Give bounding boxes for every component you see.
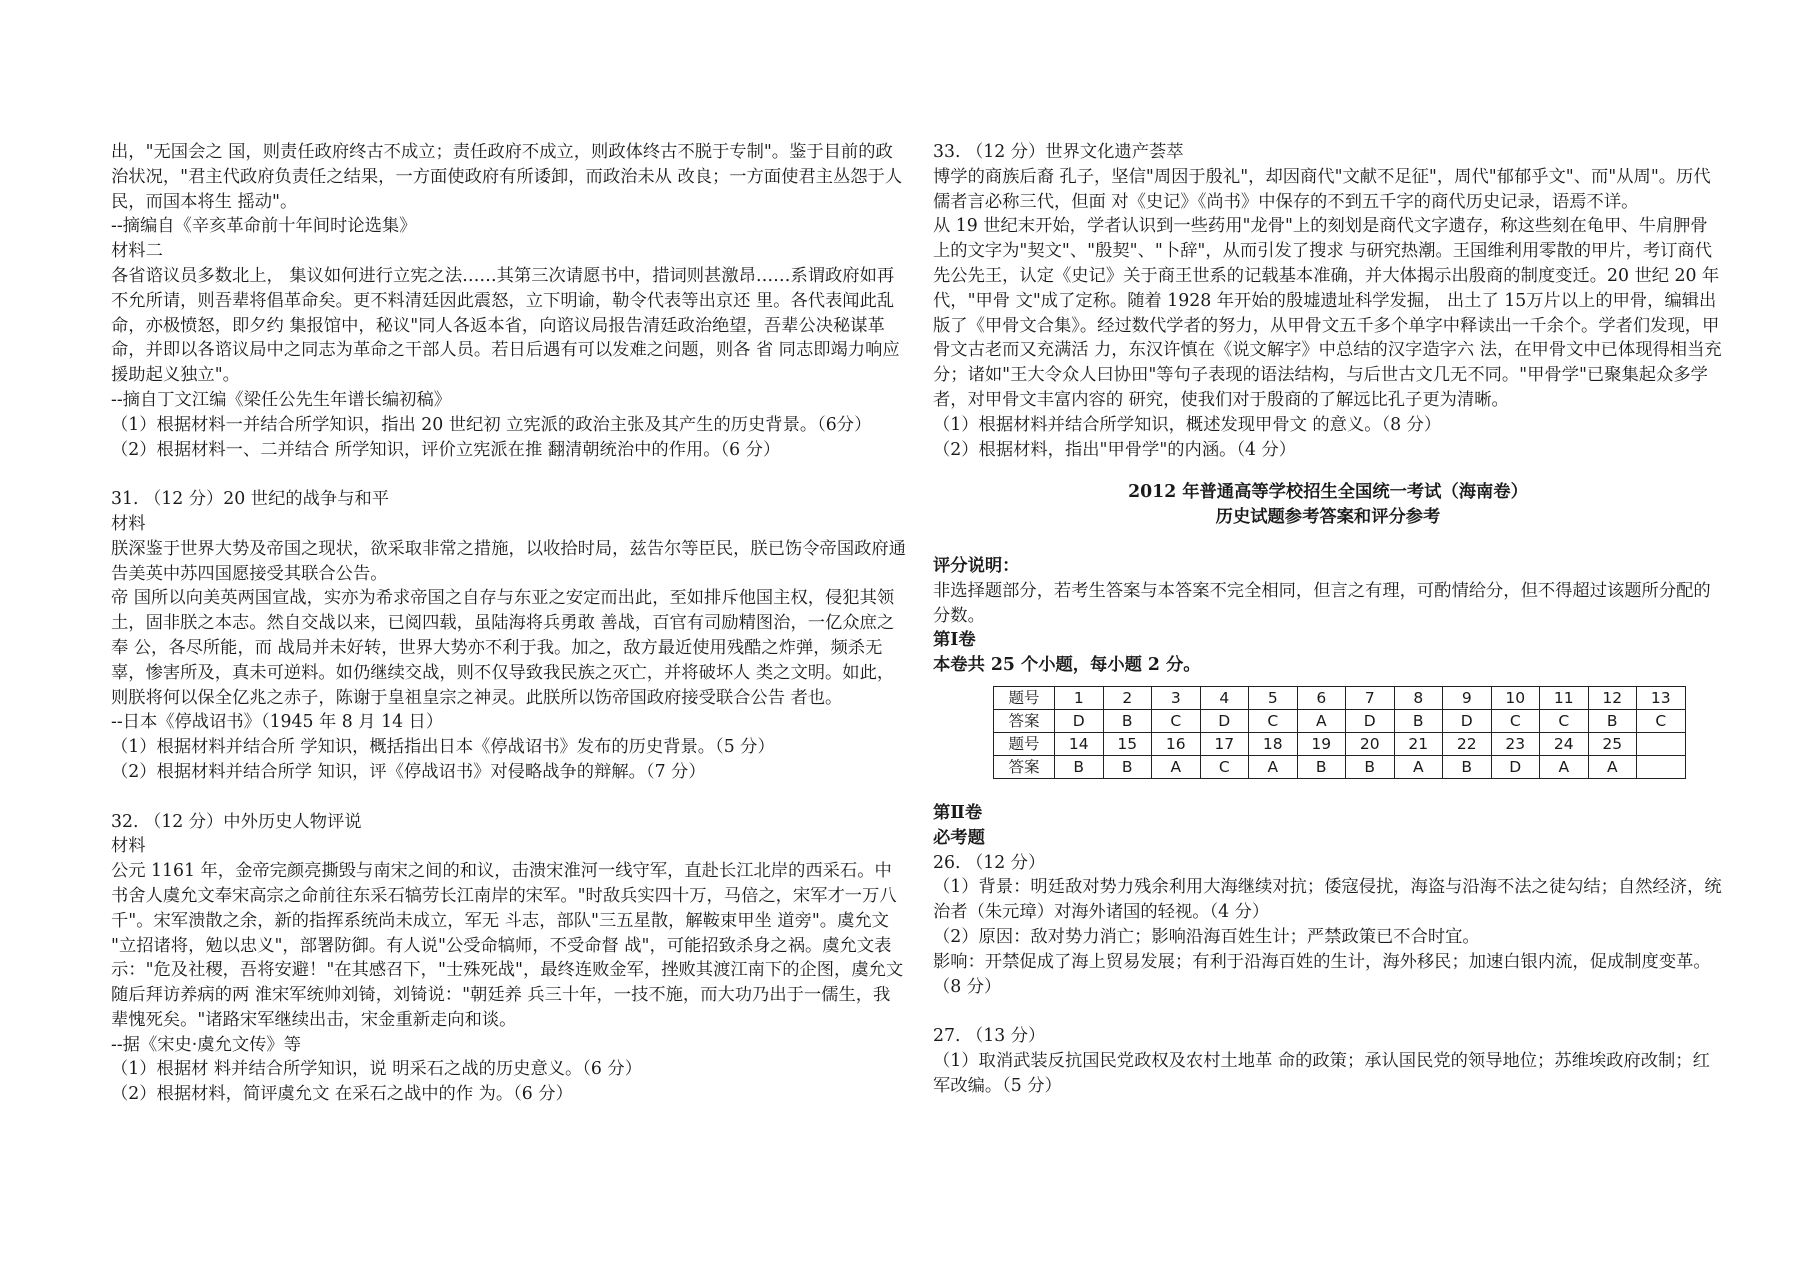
question-item: （2）根据材料一、二并结合 所学知识，评价立宪派在推 翻清朝统治中的作用。（6 分） (111, 439, 781, 460)
table-cell: 3 (1152, 686, 1201, 709)
spacer (933, 462, 1723, 480)
table-cell: B (1346, 755, 1395, 778)
table-cell: 14 (1055, 732, 1104, 755)
table-cell: 10 (1491, 686, 1540, 709)
table-cell: D (1055, 709, 1104, 732)
question-item: （2）根据材料，简评虞允文 在采石之战中的作 为。（6 分） (111, 1084, 573, 1105)
material-label: 材料 (111, 836, 146, 857)
answer-line: （1）背景：明廷敌对势力残余利用大海继续对抗；倭寇侵扰，海盗与沿海不法之徒勾结；自然经济，统治者（朱元璋）对海外诸国的轻视。（4 分） (933, 877, 1722, 923)
spacer (933, 999, 1723, 1024)
volume-one-desc: 本卷共 25 个小题，每小题 2 分。 (933, 655, 1201, 676)
table-cell: D (1491, 755, 1540, 778)
text-line: 博学的商族后裔 孔子，坚信"周因于殷礼"，却因商代"文献不足征"，周代"郁郁乎文"、而"从周"。历代儒者言必称三代，但面 对《史记》《尚书》中保存的不到五千字的商代历史记录，语焉不详。 (933, 166, 1711, 212)
table-row (994, 686, 1686, 709)
table-cell: 6 (1297, 686, 1346, 709)
table-cell: D (1443, 709, 1492, 732)
table-cell: C (1249, 709, 1298, 732)
table-cell: 5 (1249, 686, 1298, 709)
table-cell: C (1637, 709, 1686, 732)
table-cell: B (1297, 755, 1346, 778)
table-cell: 9 (1443, 686, 1492, 709)
question-heading: 31. （12 分）20 世纪的战争与和平 (111, 489, 390, 510)
table-cell: 22 (1443, 732, 1492, 755)
text-line: 从 19 世纪末开始，学者认识到一些药用"龙骨"上的刻划是商代文字遗存，称这些刻在龟甲、牛肩胛骨上的文字为"契文"、"殷契"、"卜辞"，从而引发了搜求 与研究热潮。王国维利用零散的甲片，考订商代先公先王，认定《史记》关于商王世系的记载基本准确，并大体揭示出殷商的制度变迁。20 世纪 20 年代，"甲骨 文"成了定称。随着 1928 年开始的殷墟遗址科学发掘， 出土了 15万片以上的甲骨，编辑出版了《甲骨文合集》。经过数代学者的努力，从甲骨文五千多个单字中释读出一千余个。学者们发现，甲骨文古老而又充满活 力，东汉许慎在《说文解字》中总结的汉字造字六 法，在甲骨文中已体现得相当充分；诸如"王大令众人曰协田"等句子表现的语法结构，与后世古文几无不同。"甲骨学"已聚集起众多学者，对甲骨文丰富内容的 研究，使我们对于殷商的了解远比孔子更为清晰。 (933, 216, 1722, 410)
required-heading: 必考题 (933, 827, 985, 848)
scoring-text: 非选择题部分，若考生答案与本答案不完全相同，但言之有理，可酌情给分，但不得超过该题所分配的分数。 (933, 580, 1711, 626)
answer-line: 影响：开禁促成了海上贸易发展；有利于沿海百姓的生计，海外移民；加速白银内流，促成制度变革。（8 分） (933, 951, 1711, 997)
question-item: （1）根据材 料并结合所学知识，说 明采石之战的历史意义。（6 分） (111, 1059, 642, 1080)
spacer (111, 785, 906, 810)
table-row (994, 709, 1686, 732)
material-label: 材料 (111, 513, 146, 534)
table-cell: D (1346, 709, 1395, 732)
text-line: 帝 国所以向美英两国宣战，实亦为希求帝国之自存与东亚之安定而出此，至如排斥他国主权，侵犯其领土，固非朕之本志。然自交战以来，已阅四载，虽陆海将兵勇敢 善战，百官有司励精图治，一亿众庶之奉 公，各尽所能，而 战局并未好转，世界大势亦不利于我。加之，敌方最近使用残酷之炸弹，频杀无辜，惨害所及，真未可逆料。如仍继续交战，则不仅导致我民族之灭亡，并将破坏人 类之文明。如此，则朕将何以保全亿兆之赤子，陈谢于皇祖皇宗之神灵。此朕所以饬帝国政府接受联合公告 者也。 (111, 588, 895, 708)
table-cell: 19 (1297, 732, 1346, 755)
table-cell: 8 (1394, 686, 1443, 709)
source-citation: --日本《停战诏书》（1945 年 8 月 14 日） (111, 712, 444, 733)
table-cell: 24 (1540, 732, 1589, 755)
source-citation: --摘编自《辛亥革命前十年间时论选集》 (111, 216, 417, 237)
table-cell: 7 (1346, 686, 1395, 709)
table-cell: B (1443, 755, 1492, 778)
table-cell: 1 (1055, 686, 1104, 709)
table-cell: C (1491, 709, 1540, 732)
spacer (111, 462, 906, 487)
table-cell: 11 (1540, 686, 1589, 709)
left-column (111, 140, 906, 1107)
question-item: （2）根据材料并结合所学 知识，评《停战诏书》对侵略战争的辩解。（7 分） (111, 761, 706, 782)
table-cell: A (1152, 755, 1201, 778)
table-cell: 23 (1491, 732, 1540, 755)
table-cell: 18 (1249, 732, 1298, 755)
table-cell: B (1103, 755, 1152, 778)
source-citation: --据《宋史·虞允文传》等 (111, 1034, 301, 1055)
table-cell: C (1152, 709, 1201, 732)
table-cell: B (1103, 709, 1152, 732)
table-cell (1637, 732, 1686, 755)
question-item: （2）根据材料，指出"甲骨学"的内涵。（4 分） (933, 439, 1297, 460)
table-cell: 17 (1200, 732, 1249, 755)
table-cell: B (1588, 709, 1637, 732)
question-item: （1）根据材料并结合所 学知识，概括指出日本《停战诏书》发布的历史背景。（5 分） (111, 737, 775, 758)
table-row (994, 755, 1686, 778)
text-line: 公元 1161 年，金帝完颜亮撕毁与南宋之间的和议，击溃宋淮河一线守军，直赴长江北岸的西采石。中书舍人虞允文奉宋高宗之命前往东采石犒劳长江南岸的宋军。"时敌兵实四十万，马倍之，宋军才一万八千"。宋军溃散之余，新的指挥系统尚未成立，军无 斗志，部队"三五星散，解鞍束甲坐 道旁"。虞允文 "立招诸将，勉以忠义"，部署防御。有人说"公受命犒师，不受命督 战"，可能招致杀身之祸。虞允文表示："危及社稷，吾将安避！"在其感召下，"士殊死战"，最终连败金军，挫败其渡江南下的企图，虞允文随后拜访养病的两 淮宋军统帅刘锜，刘锜说："朝廷养 兵三十年，一技不施，而大功乃出于一儒生，我辈愧死矣。"诸路宋军继续出击，宋金重新走向和谈。 (111, 861, 904, 1030)
question-heading: 32. （12 分）中外历史人物评说 (111, 811, 362, 832)
question-heading: 33. （12 分）世界文化遗产荟萃 (933, 142, 1184, 162)
scoring-heading: 评分说明： (933, 555, 1020, 576)
table-cell: 15 (1103, 732, 1152, 755)
table-cell: A (1540, 755, 1589, 778)
question-item: （1）根据材料并结合所学知识，概述发现甲骨文 的意义。（8 分） (933, 414, 1442, 435)
answer-subtitle: 历史试题参考答案和评分参考 (1215, 507, 1441, 528)
volume-one-heading: 第Ⅰ卷 (933, 630, 976, 651)
answer-table (993, 686, 1686, 779)
table-cell: A (1297, 709, 1346, 732)
table-cell: 13 (1637, 686, 1686, 709)
right-column (933, 140, 1723, 1099)
table-cell: A (1249, 755, 1298, 778)
table-cell: C (1540, 709, 1589, 732)
table-cell: 4 (1200, 686, 1249, 709)
answer-title: 2012 年普通高等学校招生全国统一考试（海南卷） (1128, 482, 1528, 503)
table-cell: 12 (1588, 686, 1637, 709)
table-cell: 20 (1346, 732, 1395, 755)
text-line: 各省谘议员多数北上， 集议如何进行立宪之法……其第三次请愿书中，措词则甚激昂……系谓政府如再不允所请，则吾辈将倡革命矣。更不料清廷因此震怒，立下明谕，勒令代表等出京还 里。各代表闻此乱命，亦极愤怒，即夕约 集报馆中，秘议"同人各返本省，向谘议局报告清廷政治绝望，吾辈公决秘谋革命，并即以各谘议局中之同志为革命之干部人员。若日后遇有可以发难之问题，则各 省 同志即竭力响应援助起义独立"。 (111, 265, 900, 386)
row-label: 题号 (994, 732, 1055, 755)
table-cell: 16 (1152, 732, 1201, 755)
question-heading: 27. （13 分） (933, 1026, 1046, 1047)
table-cell: A (1394, 755, 1443, 778)
row-label: 答案 (994, 755, 1055, 778)
text-line: 出，"无国会之 国，则责任政府终古不成立；责任政府不成立，则政体终古不脱于专制"。鉴于目前的政治状况，"君主代政府负责任之结果，一方面使政府有所诿卸，而政治未从 改良；一方面使君主丛怨于人民，而国本将生 摇动"。 (111, 142, 903, 212)
table-cell: 2 (1103, 686, 1152, 709)
question-heading: 26. （12 分） (933, 852, 1046, 873)
row-label: 答案 (994, 709, 1055, 732)
spacer (933, 530, 1723, 554)
table-row (994, 732, 1686, 755)
material-label: 材料二 (111, 241, 163, 262)
table-cell: B (1055, 755, 1104, 778)
table-cell: A (1588, 755, 1637, 778)
table-cell (1637, 755, 1686, 778)
question-item: （1）根据材料一并结合所学知识，指出 20 世纪初 立宪派的政治主张及其产生的历史背景。（6分） (111, 414, 872, 435)
row-label: 题号 (994, 686, 1055, 709)
answer-line: （2）原因：敌对势力消亡；影响沿海百姓生计；严禁政策已不合时宜。 (933, 926, 1480, 947)
answer-line: （1）取消武装反抗国民党政权及农村土地革 命的政策；承认国民党的领导地位；苏维埃政府改制；红军改编。（5 分） (933, 1050, 1710, 1096)
table-cell: B (1394, 709, 1443, 732)
volume-two-heading: 第Ⅱ卷 (933, 802, 983, 823)
text-line: 朕深鉴于世界大势及帝国之现状，欲采取非常之措施，以收拾时局，兹告尔等臣民，朕已饬令帝国政府通告美英中苏四国愿接受其联合公告。 (111, 538, 906, 584)
table-cell: C (1200, 755, 1249, 778)
table-cell: 25 (1588, 732, 1637, 755)
source-citation: --摘自丁文江编《梁任公先生年谱长编初稿》 (111, 389, 452, 410)
table-cell: 21 (1394, 732, 1443, 755)
table-cell: D (1200, 709, 1249, 732)
